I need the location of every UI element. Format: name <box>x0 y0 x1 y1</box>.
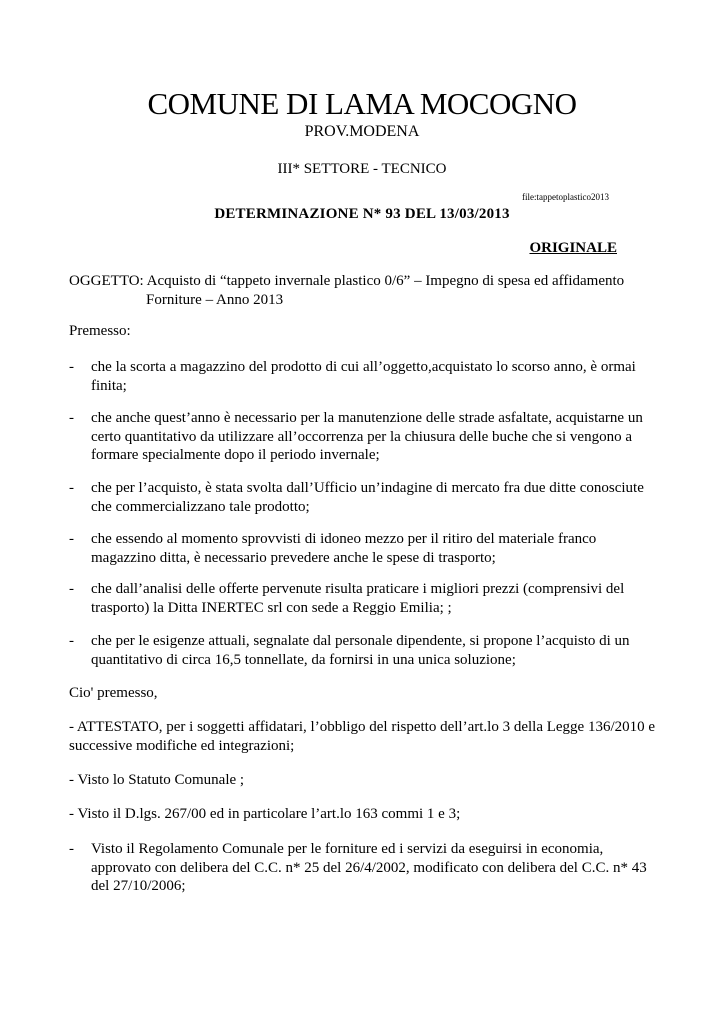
bullet-dash: - <box>69 633 74 649</box>
premessa-item <box>69 530 659 567</box>
file-reference: file:tappetoplastico2013 <box>522 192 609 202</box>
provincia-subtitle: PROV.MODENA <box>304 123 420 140</box>
bullet-dash: - <box>69 410 74 426</box>
originale-label: ORIGINALE <box>529 240 617 256</box>
oggetto-line2: Forniture – Anno 2013 <box>146 291 284 308</box>
cio-premesso: Cio' premesso, <box>69 685 158 701</box>
visto-statuto: - Visto lo Statuto Comunale ; <box>69 772 245 788</box>
visto-regolamento-text: Visto il Regolamento Comunale per le forniture ed i servizi da eseguirsi in economia, approvato con delibera del C.C. n* 25 del 26/4/2002, modificato con delibera del C.C. n* 43 del 27/10/2006; <box>91 841 647 894</box>
premessa-item <box>69 632 659 669</box>
premessa-text: che per le esigenze attuali, segnalate dal personale dipendente, si propone l’acquisto di un quantitativo di circa 16,5 tonnellate, da fornirsi in una unica soluzione; <box>91 633 630 668</box>
premesso-heading: Premesso: <box>69 323 131 339</box>
attestato-paragraph: - ATTESTATO, per i soggetti affidatari, l’obbligo del rispetto dell’art.lo 3 della Legge 136/2010 e successive modifiche ed integrazioni; <box>69 719 656 754</box>
settore-heading: III* SETTORE - TECNICO <box>277 161 447 177</box>
premessa-text: che la scorta a magazzino del prodotto di cui all’oggetto,acquistato lo scorso anno, è ormai finita; <box>91 359 636 394</box>
bullet-dash: - <box>69 531 74 547</box>
premessa-text: che dall’analisi delle offerte pervenute risulta praticare i migliori prezzi (comprensivi del trasporto) la Ditta INERTEC srl con sede a Reggio Emilia; ; <box>91 581 625 616</box>
bullet-dash: - <box>69 581 74 597</box>
premessa-item <box>69 479 659 516</box>
visto-regolamento <box>69 840 659 896</box>
visto-dlgs: - Visto il D.lgs. 267/00 ed in particolare l’art.lo 163 commi 1 e 3; <box>69 806 461 822</box>
determinazione-heading: DETERMINAZIONE N* 93 DEL 13/03/2013 <box>214 206 510 222</box>
premessa-item <box>69 358 659 395</box>
bullet-dash: - <box>69 480 74 496</box>
premessa-text: che essendo al momento sprovvisti di idoneo mezzo per il ritiro del materiale franco magazzino ditta, è necessario prevedere anche le spese di trasporto; <box>91 531 597 566</box>
comune-title: COMUNE DI LAMA MOCOGNO <box>147 86 577 121</box>
premessa-item <box>69 409 659 465</box>
premessa-item <box>69 580 659 617</box>
bullet-dash: - <box>69 359 74 375</box>
bullet-dash: - <box>69 841 74 857</box>
premessa-text: che anche quest’anno è necessario per la manutenzione delle strade asfaltate, acquistarne un certo quantitativo da utilizzare all’occorrenza per la chiusura delle buche che si vengono a formare specialmente dopo il periodo invernale; <box>91 410 643 463</box>
oggetto-label: OGGETTO: <box>69 273 147 289</box>
premessa-text: che per l’acquisto, è stata svolta dall’Ufficio un’indagine di mercato fra due ditte conosciute che commercializzano tale prodotto; <box>91 480 644 515</box>
oggetto-line1: Acquisto di “tappeto invernale plastico 0/6” – Impegno di spesa ed affidamento <box>146 273 625 289</box>
oggetto-block <box>69 272 649 309</box>
